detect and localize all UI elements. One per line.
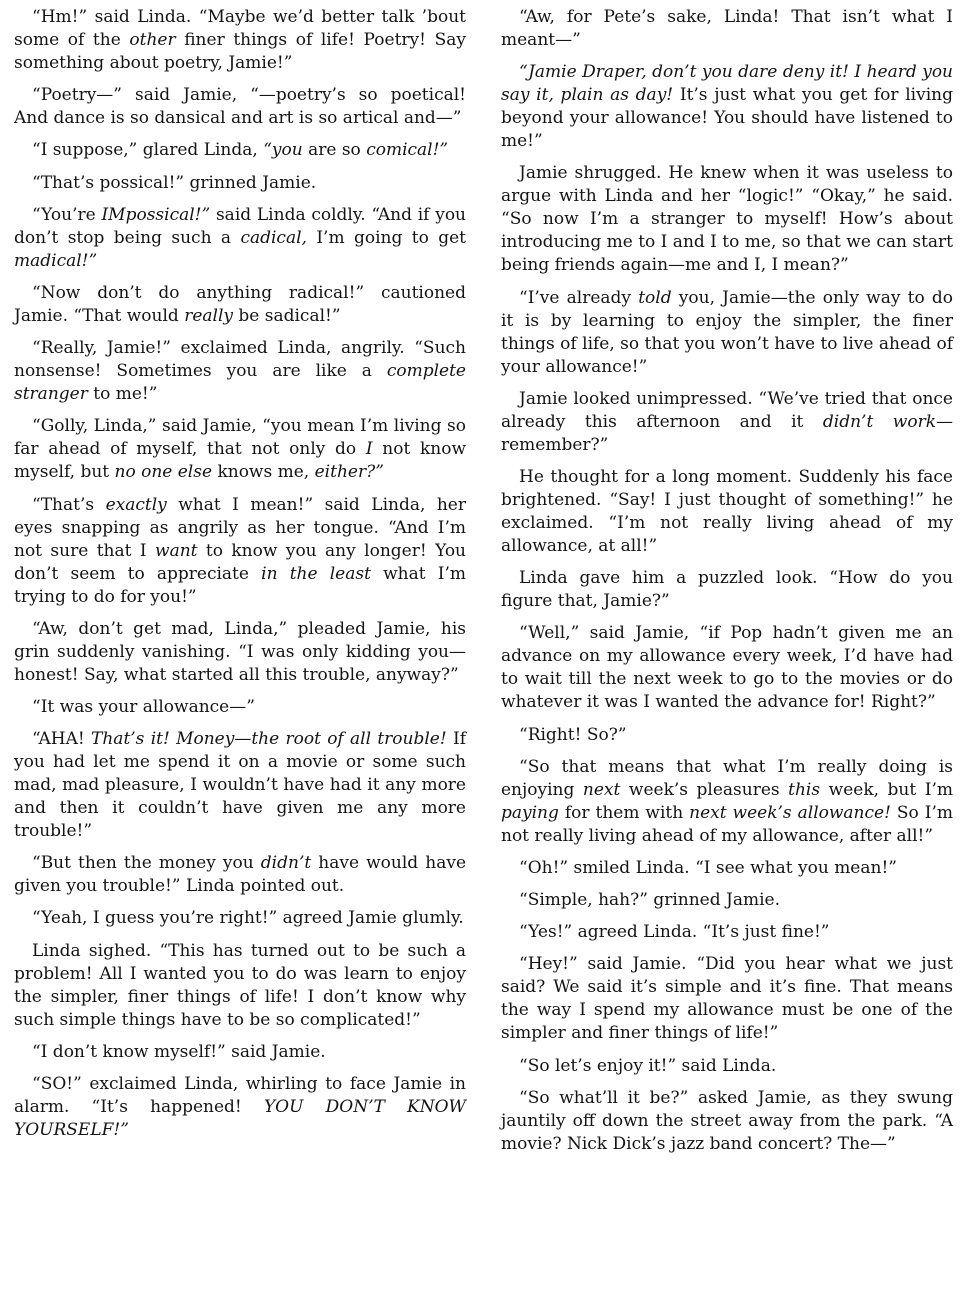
story-paragraph: Linda sighed. “This has turned out to be such a problem! All I wanted you to do was learn to enjoy the simpler, finer things of life! I don’t know why such simple things have to be so complicated!” <box>14 940 466 1030</box>
story-paragraph: Jamie shrugged. He knew when it was useless to argue with Linda and her “logic!” “Okay,” he said. “So now I’m a stranger to myself! How’s about introducing me to I and I to me, so that we can start being friends again—me and I, I mean?” <box>501 163 953 276</box>
story-paragraph: “That’s exactly what I mean!” said Linda, her eyes snapping as angrily as her tongue. “And I’m not sure that I want to know you any longer! You don’t seem to appreciate in the least what I’m trying to do for you!” <box>14 494 467 607</box>
story-paragraph: Linda gave him a puzzled look. “How do you figure that, Jamie?” <box>501 568 953 612</box>
story-paragraph: “So what’ll it be?” asked Jamie, as they swung jauntily off down the street away from the park. “A movie? Nick Dick’s jazz band concert? The—” <box>501 1087 953 1154</box>
story-paragraph: “Poetry—” said Jamie, “—poetry’s so poetical! And dance is so dansical and art is so artical and—” <box>14 85 466 129</box>
story-paragraph: “So that means that what I’m really doing is enjoying next week’s pleasures this week, but I’m paying for them with next week’s allowance! So I’m not really living ahead of my allowance, after all!” <box>501 756 953 846</box>
story-paragraph: He thought for a long moment. Suddenly his face brightened. “Say! I just thought of something!” he exclaimed. “I’m not really living ahead of my allowance, at all!” <box>501 466 953 556</box>
story-paragraph: “You’re IMpossical!” said Linda coldly. “And if you don’t stop being such a cadical, I’m going to get madical!” <box>14 204 466 271</box>
story-paragraph: “Simple, hah?” grinned Jamie. <box>519 890 780 911</box>
left-column <box>14 6 466 1151</box>
story-paragraph: “Well,” said Jamie, “if Pop hadn’t given me an advance on my allowance every week, I’d have had to wait till the next week to go to the movies or do whatever it was I wanted the advance for! Right?” <box>501 623 953 713</box>
story-paragraph: “Aw, for Pete’s sake, Linda! That isn’t what I meant—” <box>501 7 953 50</box>
story-paragraph: “Yes!” agreed Linda. “It’s just fine!” <box>519 922 830 943</box>
story-paragraph: “I’ve already told you, Jamie—the only way to do it is by learning to enjoy the simpler, the finer things of life, so that you won’t have to live ahead of your allowance!” <box>501 287 953 377</box>
story-paragraph: “But then the money you didn’t have would have given you trouble!” Linda pointed out. <box>14 853 467 897</box>
story-paragraph: “That’s possical!” grinned Jamie. <box>32 172 317 193</box>
story-paragraph: “Jamie Draper, don’t you dare deny it! I heard you say it, plain as day! It’s just what you get for living beyond your allowance! You should have listened to me!” <box>501 62 953 152</box>
story-paragraph: Jamie looked unimpressed. “We’ve tried that once already this afternoon and it didn’t work—remember?” <box>501 388 953 455</box>
story-paragraph: “I suppose,” glared Linda, “you are so comical!” <box>32 140 449 161</box>
story-paragraph: “Golly, Linda,” said Jamie, “you mean I’m living so far ahead of myself, that not only do I not know myself, but no one else knows me, either?” <box>14 416 466 483</box>
right-column <box>501 6 953 1165</box>
story-paragraph: “Oh!” smiled Linda. “I see what you mean!” <box>519 857 897 878</box>
story-paragraph: “Aw, don’t get mad, Linda,” pleaded Jamie, his grin suddenly vanishing. “I was only kidding you—honest! Say, what started all this trouble, anyway?” <box>14 618 466 685</box>
story-paragraph: “So let’s enjoy it!” said Linda. <box>519 1055 777 1076</box>
story-paragraph: “Now don’t do anything radical!” cautioned Jamie. “That would really be sadical!” <box>14 282 466 326</box>
story-paragraph: “I don’t know myself!” said Jamie. <box>32 1041 326 1062</box>
story-paragraph: “Really, Jamie!” exclaimed Linda, angrily. “Such nonsense! Sometimes you are like a complete stranger to me!” <box>14 338 466 405</box>
story-paragraph: “Hm!” said Linda. “Maybe we’d better talk ’bout some of the other finer things of life! Poetry! Say something about poetry, Jamie!” <box>14 7 466 73</box>
story-paragraph: “Right! So?” <box>519 724 627 745</box>
story-paragraph: “SO!” exclaimed Linda, whirling to face Jamie in alarm. “It’s happened! YOU DON’T KNOW YOURSELF!” <box>14 1074 466 1140</box>
story-paragraph: “Yeah, I guess you’re right!” agreed Jamie glumly. <box>32 908 464 929</box>
story-paragraph: “It was your allowance—” <box>32 696 255 717</box>
story-paragraph: “AHA! That’s it! Money—the root of all trouble! If you had let me spend it on a movie or some such mad, mad pleasure, I wouldn’t have had it any more and then it couldn’t have given me any more trouble!” <box>14 729 466 842</box>
story-paragraph: “Hey!” said Jamie. “Did you hear what we just said? We said it’s simple and it’s fine. That means the way I spend my allowance must be one of the simpler and finer things of life!” <box>501 954 953 1044</box>
